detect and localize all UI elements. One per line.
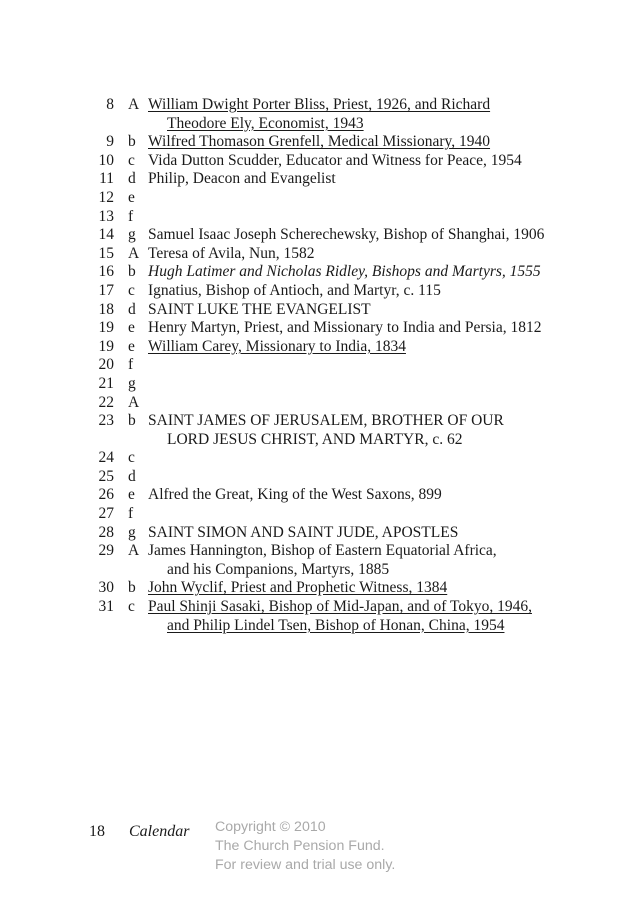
commemoration xyxy=(148,579,578,598)
calendar-row xyxy=(78,319,578,338)
day-number: 16 xyxy=(98,263,114,281)
commemoration xyxy=(148,152,578,171)
page-number: 18 xyxy=(89,823,105,840)
commemoration-line: Vida Dutton Scudder, Educator and Witness for Peace, 1954 xyxy=(148,151,522,169)
dominical-letter: e xyxy=(128,486,135,504)
calendar-row xyxy=(78,189,578,208)
calendar-row xyxy=(78,412,578,449)
dominical-letter: f xyxy=(128,505,134,523)
commemoration xyxy=(148,319,578,338)
day-number: 23 xyxy=(98,412,114,430)
commemoration xyxy=(148,208,578,227)
calendar-row xyxy=(78,468,578,487)
day-number: 21 xyxy=(98,374,114,392)
dominical-letter: A xyxy=(128,542,140,560)
day-number: 28 xyxy=(98,523,114,541)
commemoration xyxy=(148,282,578,301)
commemoration xyxy=(148,524,578,543)
commemoration xyxy=(148,486,578,505)
calendar-row xyxy=(78,263,578,282)
commemoration-line: Ignatius, Bishop of Antioch, and Martyr, c. 115 xyxy=(148,281,441,299)
commemoration-line: SAINT LUKE THE EVANGELIST xyxy=(148,300,371,318)
calendar-row xyxy=(78,356,578,375)
calendar-row xyxy=(78,375,578,394)
day-number: 13 xyxy=(98,207,114,225)
day-number: 10 xyxy=(98,151,114,169)
day-number: 27 xyxy=(98,505,114,523)
calendar-row xyxy=(78,486,578,505)
commemoration-line: and his Companions, Martyrs, 1885 xyxy=(167,560,390,578)
calendar-row xyxy=(78,505,578,524)
commemoration-line: Philip, Deacon and Evangelist xyxy=(148,170,336,188)
commemoration xyxy=(148,468,578,487)
day-number: 25 xyxy=(98,467,114,485)
dominical-letter: b xyxy=(128,263,136,281)
commemoration xyxy=(148,96,578,133)
commemoration xyxy=(148,338,578,357)
dominical-letter: A xyxy=(128,393,140,411)
commemoration-line: William Dwight Porter Bliss, Priest, 1926, and Richard xyxy=(148,96,491,113)
day-number: 24 xyxy=(98,449,114,467)
dominical-letter: c xyxy=(128,598,135,616)
commemoration-line: Teresa of Avila, Nun, 1582 xyxy=(148,244,315,262)
calendar-row xyxy=(78,524,578,543)
commemoration xyxy=(148,301,578,320)
day-number: 20 xyxy=(98,356,114,374)
commemoration-line: SAINT SIMON AND SAINT JUDE, APOSTLES xyxy=(148,523,459,541)
day-number: 15 xyxy=(98,244,114,262)
dominical-letter: f xyxy=(128,356,134,374)
commemoration xyxy=(148,263,578,282)
commemoration-line: John Wyclif, Priest and Prophetic Witness, 1384 xyxy=(148,579,448,597)
calendar-row xyxy=(78,282,578,301)
commemoration xyxy=(148,245,578,264)
commemoration xyxy=(148,598,578,635)
calendar-row xyxy=(78,96,578,133)
commemoration-line: SAINT JAMES OF JERUSALEM, BROTHER OF OUR xyxy=(148,412,504,430)
day-number: 19 xyxy=(98,319,114,337)
dominical-letter: e xyxy=(128,337,135,355)
dominical-letter: e xyxy=(128,188,135,206)
commemoration xyxy=(148,226,578,245)
day-number: 26 xyxy=(98,486,114,504)
commemoration xyxy=(148,356,578,375)
commemoration xyxy=(148,542,578,579)
copyright-notice xyxy=(215,818,395,874)
commemoration xyxy=(148,394,578,413)
calendar-row xyxy=(78,245,578,264)
day-number: 22 xyxy=(98,393,114,411)
commemoration-line: Henry Martyn, Priest, and Missionary to India and Persia, 1812 xyxy=(148,319,542,337)
calendar-row xyxy=(78,542,578,579)
commemoration-line: Hugh Latimer and Nicholas Ridley, Bishops and Martyrs, 1555 xyxy=(148,263,541,281)
day-number: 12 xyxy=(98,188,114,206)
commemoration xyxy=(148,375,578,394)
copyright-line: Copyright © 2010 xyxy=(215,819,326,835)
page-footer xyxy=(89,818,509,878)
calendar-row xyxy=(78,301,578,320)
day-number: 14 xyxy=(98,226,114,244)
commemoration-line: Samuel Isaac Joseph Scherechewsky, Bishop of Shanghai, 1906 xyxy=(148,226,545,244)
calendar-row xyxy=(78,208,578,227)
dominical-letter: f xyxy=(128,207,134,225)
copyright-line: The Church Pension Fund. xyxy=(215,837,385,854)
day-number: 9 xyxy=(106,133,114,151)
calendar-row xyxy=(78,394,578,413)
day-number: 19 xyxy=(98,337,114,355)
dominical-letter: g xyxy=(128,374,136,392)
dominical-letter: b xyxy=(128,412,136,430)
commemoration xyxy=(148,412,578,449)
day-number: 29 xyxy=(98,542,114,560)
commemoration-line: Theodore Ely, Economist, 1943 xyxy=(167,114,364,132)
calendar-row xyxy=(78,579,578,598)
dominical-letter: b xyxy=(128,133,136,151)
day-number: 17 xyxy=(98,281,114,299)
commemoration-line: LORD JESUS CHRIST, AND MARTYR, c. 62 xyxy=(167,430,463,448)
commemoration-line: William Carey, Missionary to India, 1834 xyxy=(148,337,406,355)
commemoration-line: Alfred the Great, King of the West Saxons, 899 xyxy=(148,486,442,504)
calendar-row xyxy=(78,598,578,635)
dominical-letter: A xyxy=(128,96,140,113)
commemoration xyxy=(148,170,578,189)
commemoration xyxy=(148,189,578,208)
day-number: 30 xyxy=(98,579,114,597)
dominical-letter: d xyxy=(128,467,136,485)
calendar-list xyxy=(78,96,578,635)
dominical-letter: d xyxy=(128,300,136,318)
day-number: 18 xyxy=(98,300,114,318)
commemoration-line: Paul Shinji Sasaki, Bishop of Mid-Japan, and of Tokyo, 1946, xyxy=(148,598,532,616)
calendar-row xyxy=(78,449,578,468)
dominical-letter: A xyxy=(128,244,140,262)
copyright-line: For review and trial use only. xyxy=(215,856,396,873)
commemoration xyxy=(148,449,578,468)
commemoration xyxy=(148,133,578,152)
dominical-letter: c xyxy=(128,449,135,467)
calendar-row xyxy=(78,152,578,171)
dominical-letter: e xyxy=(128,319,135,337)
day-number: 8 xyxy=(106,96,114,113)
dominical-letter: g xyxy=(128,226,136,244)
dominical-letter: d xyxy=(128,170,136,188)
commemoration-line: Wilfred Thomason Grenfell, Medical Missionary, 1940 xyxy=(148,133,491,151)
page-title: Calendar xyxy=(129,823,190,840)
dominical-letter: c xyxy=(128,281,135,299)
calendar-row xyxy=(78,170,578,189)
calendar-row xyxy=(78,226,578,245)
calendar-row xyxy=(78,338,578,357)
day-number: 31 xyxy=(98,598,114,616)
commemoration-line: James Hannington, Bishop of Eastern Equatorial Africa, xyxy=(148,542,497,560)
commemoration xyxy=(148,505,578,524)
day-number: 11 xyxy=(99,170,114,188)
calendar-row xyxy=(78,133,578,152)
commemoration-line: and Philip Lindel Tsen, Bishop of Honan, China, 1954 xyxy=(167,616,505,634)
dominical-letter: c xyxy=(128,151,135,169)
dominical-letter: g xyxy=(128,523,136,541)
dominical-letter: b xyxy=(128,579,136,597)
